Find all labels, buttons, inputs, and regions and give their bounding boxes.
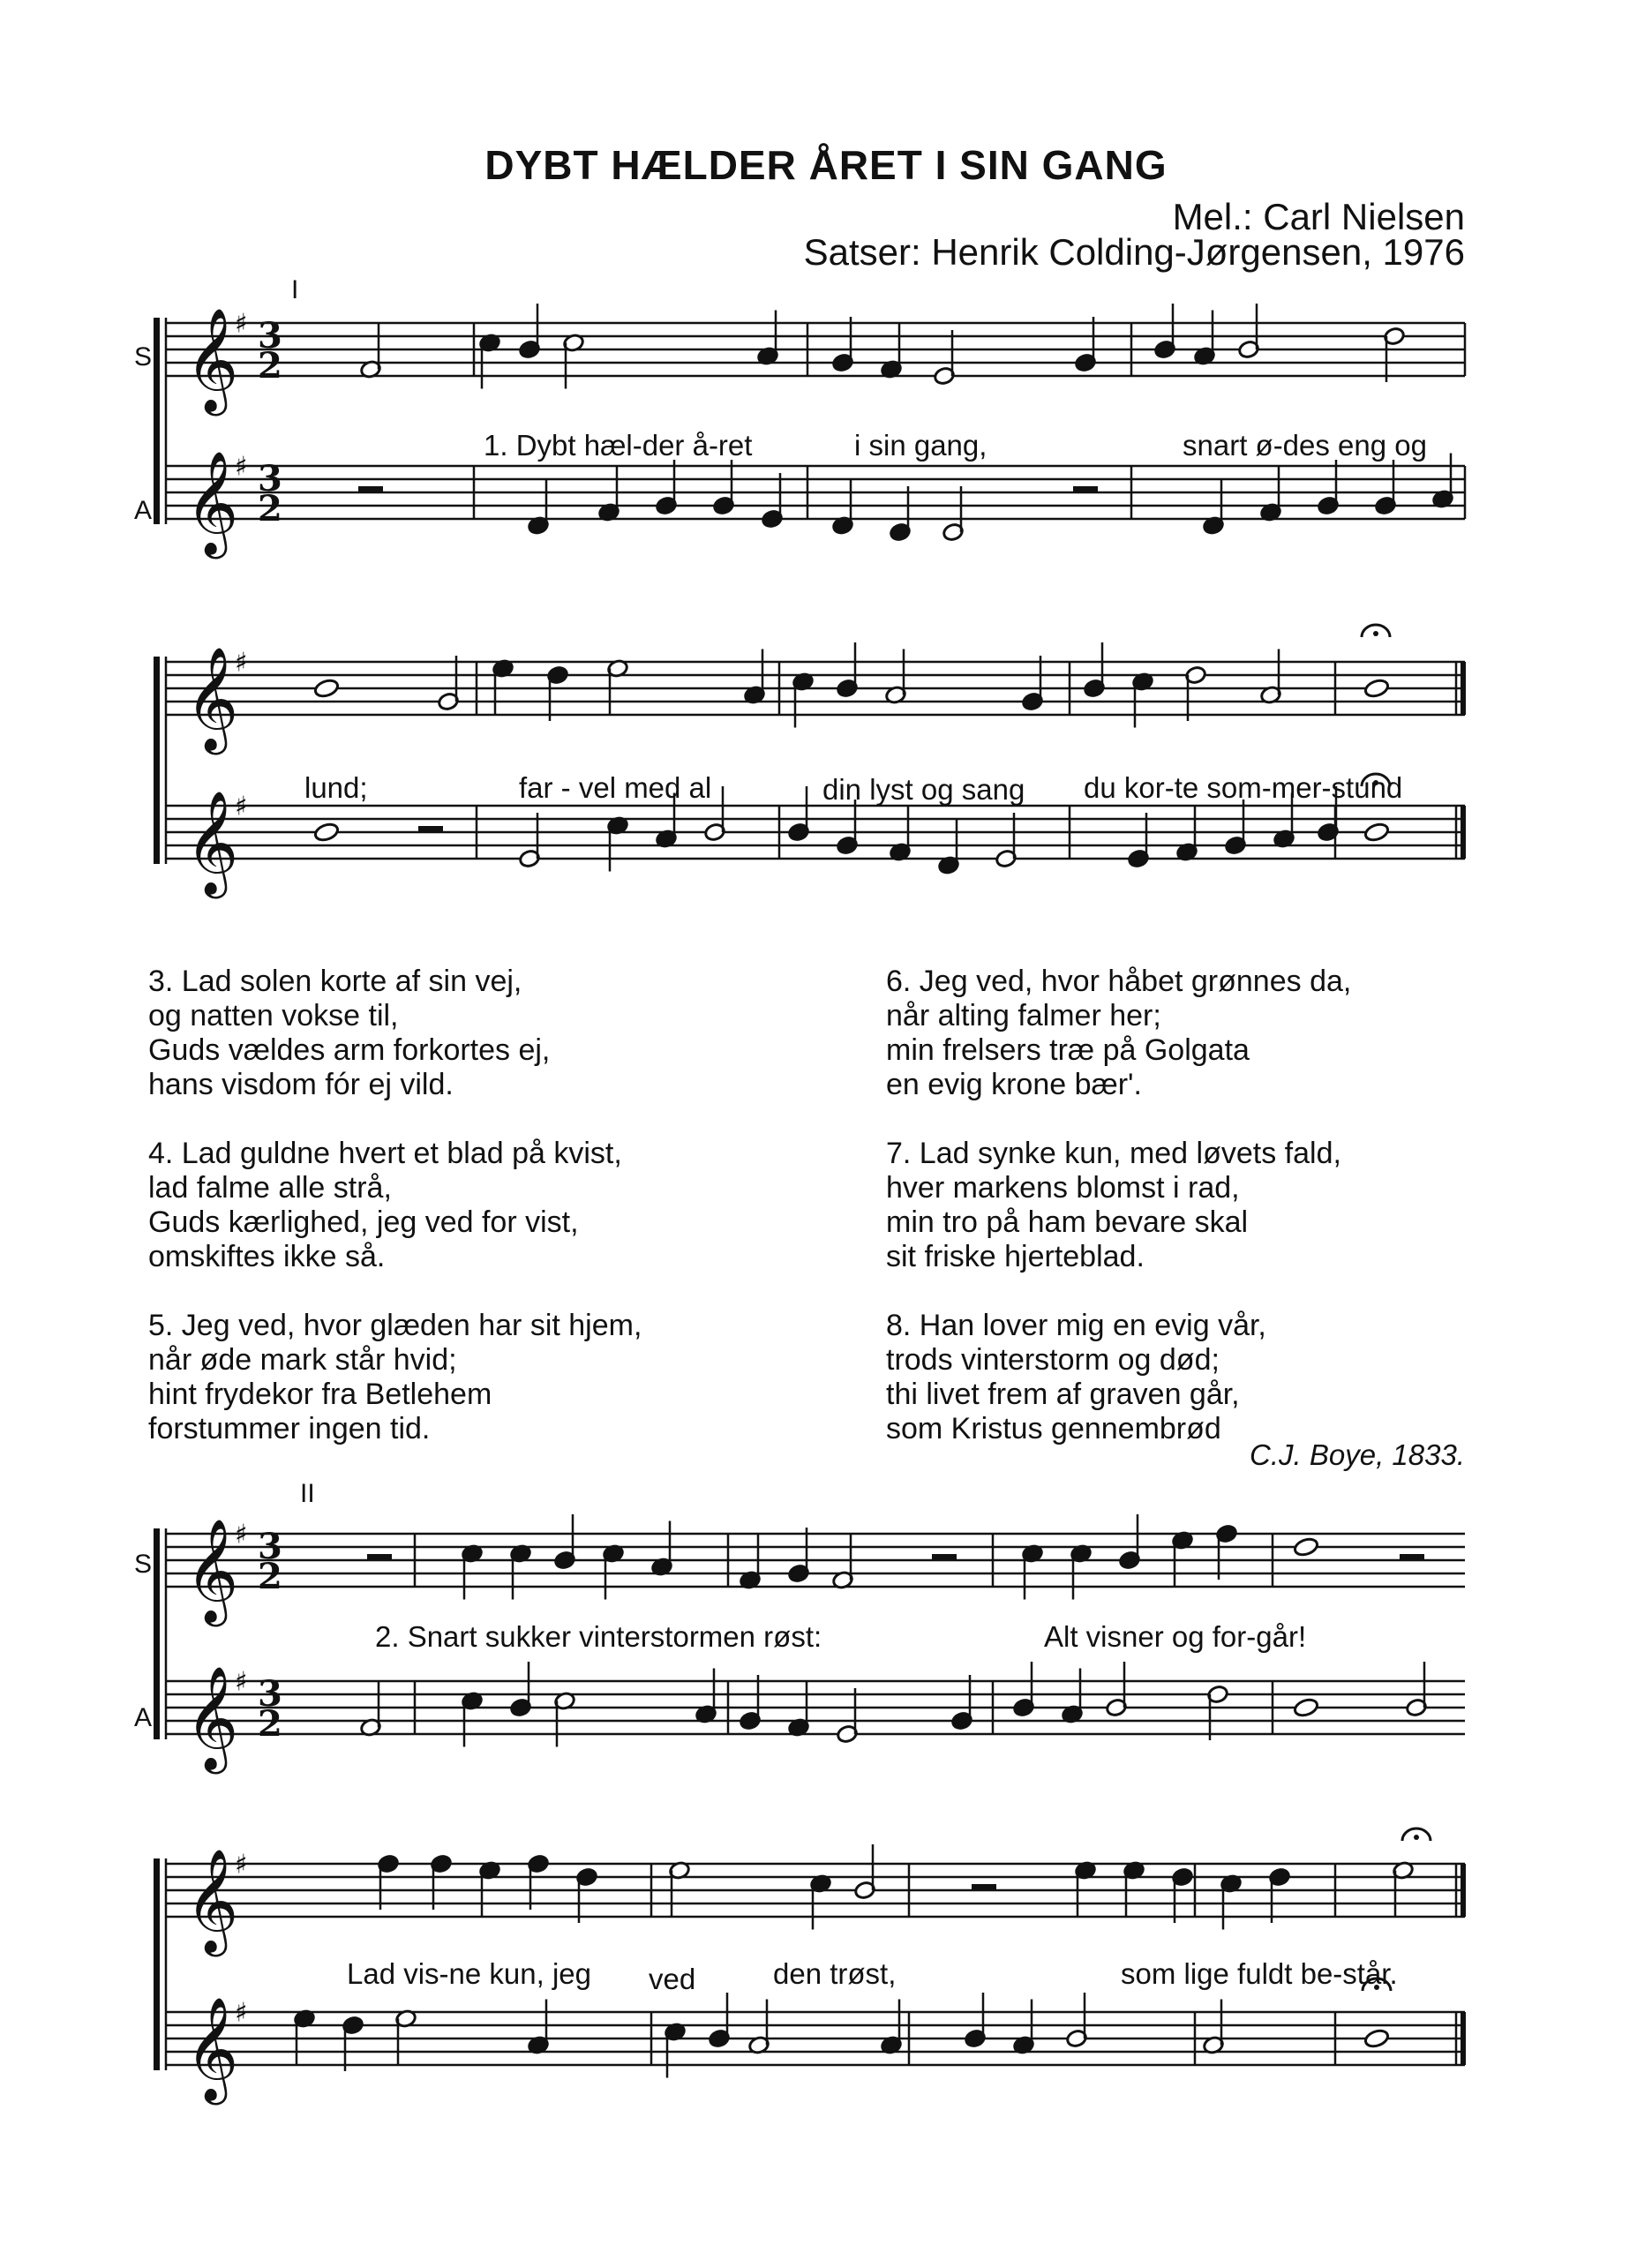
treble-clef-icon: 𝄞 [185, 307, 239, 412]
verse-line: omskiftes ikke så. [148, 1240, 386, 1273]
sharp-icon: ♯ [235, 791, 248, 822]
lyric-s1-2a: lund; [304, 771, 368, 804]
treble-clef-icon: 𝄞 [185, 450, 239, 555]
lyric-s2-2c: den trøst, [773, 1957, 897, 1990]
half-rest-icon [418, 826, 443, 832]
lyric-s1-2c: din lyst og sang [822, 773, 1025, 806]
fermata-dot [1373, 631, 1378, 636]
verse-7 [886, 1137, 1351, 1274]
verse-line: hans visdom fór ej vild. [148, 1068, 454, 1101]
final-barline [1461, 662, 1466, 715]
half-rest-icon [1400, 1554, 1424, 1560]
voice-label-alto-2: A [134, 1703, 153, 1732]
treble-clef-icon: 𝄞 [185, 1518, 239, 1623]
note-head [313, 822, 340, 843]
setting-numeral-1: I [291, 275, 299, 304]
melody-credit: Mel.: Carl Nielsen [1172, 196, 1465, 237]
lyric-s2-2d: som lige fuldt be-står. [1121, 1957, 1398, 1990]
sharp-icon: ♯ [235, 1519, 248, 1550]
verse-line: forstummer ingen tid. [148, 1412, 431, 1445]
time-signature-bottom: 2 [258, 1556, 282, 1597]
verse-line: thi livet frem af graven går, [886, 1378, 1240, 1411]
sharp-icon: ♯ [235, 308, 248, 340]
verse-line: som Kristus gennembrød [886, 1412, 1221, 1445]
verse-line: og natten vokse til, [148, 999, 399, 1032]
verse-line: 4. Lad guldne hvert et blad på kvist, [148, 1137, 622, 1170]
final-barline [1461, 1864, 1466, 1917]
note-head [313, 678, 340, 699]
verse-line: 7. Lad synke kun, med løvets fald, [886, 1137, 1341, 1170]
sharp-icon: ♯ [235, 451, 248, 483]
verse-line: en evig krone bær'. [886, 1068, 1142, 1101]
system-bracket [154, 1858, 160, 2070]
verse-line: Guds kærlighed, jeg ved for vist, [148, 1205, 579, 1239]
verses-right-column [886, 965, 1351, 1481]
voice-label-soprano-1: S [134, 342, 153, 372]
half-rest-icon [1073, 486, 1098, 492]
verse-line: hint frydekor fra Betlehem [148, 1378, 492, 1411]
verse-line: sit friske hjerteblad. [886, 1240, 1145, 1273]
lyric-s2-2b: ved [649, 1963, 696, 1995]
verse-line: når øde mark står hvid; [148, 1343, 457, 1377]
verse-line: 3. Lad solen korte af sin vej, [148, 965, 522, 998]
time-signature-bottom: 2 [258, 488, 282, 529]
note-head [1363, 2028, 1390, 2049]
half-rest-icon [972, 1884, 996, 1890]
treble-clef-icon: 𝄞 [185, 1996, 239, 2101]
text-author-signature: C.J. Boye, 1833. [1250, 1438, 1465, 1471]
lyric-s1-1c: snart ø-des eng og [1183, 429, 1427, 462]
time-signature-top: 3 [258, 458, 282, 499]
system-bracket [154, 1528, 160, 1739]
voice-label-soprano-2: S [134, 1550, 153, 1579]
half-rest-icon [367, 1554, 392, 1560]
verse-6 [886, 965, 1351, 1102]
sharp-icon: ♯ [235, 1666, 248, 1698]
voice-label-alto-1: A [134, 496, 153, 525]
lyric-s2-2a: Lad vis-ne kun, jeg [347, 1957, 592, 1990]
verse-line: hver markens blomst i rad, [886, 1171, 1240, 1205]
song-title: DYBT HÆLDER ÅRET I SIN GANG [484, 142, 1168, 188]
sharp-icon: ♯ [235, 1849, 248, 1881]
verse-line: lad falme alle strå, [148, 1171, 392, 1205]
lyric-s1-2d: du kor-te som-mer-stund [1084, 771, 1403, 804]
treble-clef-icon: 𝄞 [185, 1665, 239, 1770]
lyric-s1-1a: 1. Dybt hæl-der å-ret [484, 429, 753, 462]
lyric-s2-1a: 2. Snart sukker vinterstormen røst: [375, 1620, 822, 1653]
treble-clef-icon: 𝄞 [185, 646, 239, 751]
final-barline [1461, 806, 1466, 859]
final-barline [1461, 2012, 1466, 2065]
treble-clef-icon: 𝄞 [185, 790, 239, 895]
verse-line: 5. Jeg ved, hvor glæden har sit hjem, [148, 1309, 642, 1342]
verse-line: 6. Jeg ved, hvor håbet grønnes da, [886, 965, 1352, 998]
verse-line: min tro på ham bevare skal [886, 1205, 1249, 1239]
time-signature-top: 3 [258, 1673, 282, 1715]
system-bracket [154, 657, 160, 864]
note-head [1363, 678, 1390, 699]
time-signature-bottom: 2 [258, 1703, 282, 1745]
lyric-s2-1b: Alt visner og for-går! [1044, 1620, 1307, 1653]
note-head [1293, 1536, 1319, 1558]
lyric-s1-1b: i sin gang, [854, 429, 987, 462]
lyric-s1-2b: far - vel med al [519, 771, 712, 804]
verse-3 [148, 965, 642, 1102]
verse-line: Guds vældes arm forkortes ej, [148, 1033, 551, 1067]
fermata-dot [1414, 1835, 1419, 1840]
verse-line: min frelsers træ på Golgata [886, 1033, 1250, 1067]
verses-left-column [148, 965, 642, 1481]
verse-5 [148, 1309, 642, 1446]
time-signature-bottom: 2 [258, 345, 282, 387]
setting-numeral-2: II [300, 1479, 315, 1508]
verse-4 [148, 1137, 642, 1274]
treble-clef-icon: 𝄞 [185, 1848, 239, 1953]
note-head [1363, 822, 1390, 843]
sharp-icon: ♯ [235, 647, 248, 679]
verse-8 [886, 1309, 1351, 1446]
verse-line: trods vinterstorm og død; [886, 1343, 1220, 1377]
verse-line: når alting falmer her; [886, 999, 1161, 1032]
verse-line: 8. Han lover mig en evig vår, [886, 1309, 1266, 1342]
note-head [1293, 1697, 1319, 1718]
sharp-icon: ♯ [235, 1997, 248, 2029]
half-rest-icon [358, 486, 383, 492]
half-rest-icon [932, 1554, 957, 1560]
time-signature-top: 3 [258, 1526, 282, 1567]
time-signature-top: 3 [258, 315, 282, 357]
arrangement-credit: Satser: Henrik Colding-Jørgensen, 1976 [803, 231, 1465, 273]
system-bracket [154, 318, 160, 524]
